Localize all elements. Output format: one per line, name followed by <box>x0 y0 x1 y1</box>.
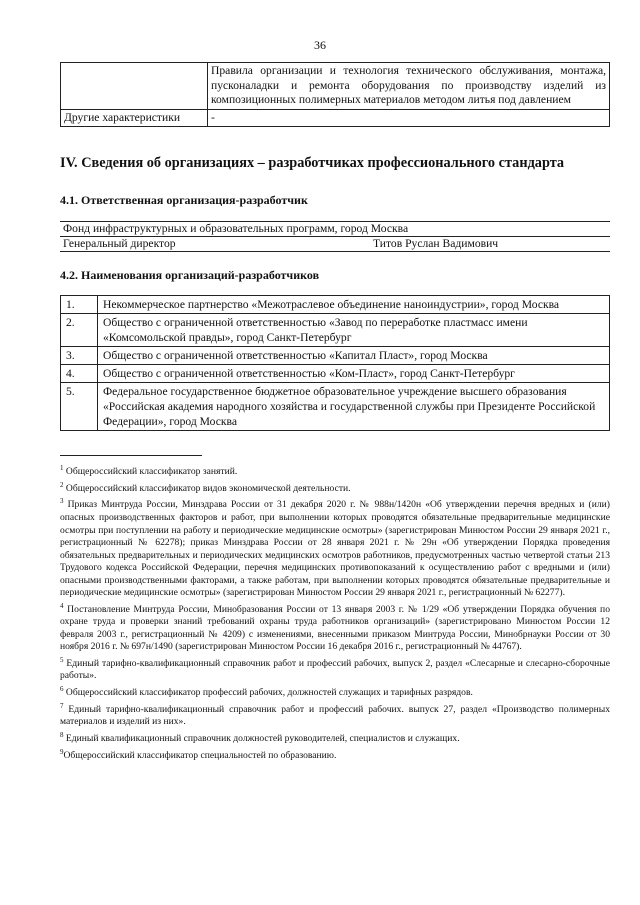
table-row <box>61 63 610 110</box>
footnote-mark: 4 <box>60 601 64 610</box>
developer-name: Общество с ограниченной ответственностью «Завод по переработке пластмасс имени «Комсомольской правды», город Санкт-Петербург <box>98 314 610 347</box>
section-title: IV. Сведения об организациях – разработчиках профессионального стандарта <box>60 155 565 171</box>
table-cell-label: Другие характеристики <box>61 109 208 127</box>
footnote-text: Приказ Минтруда России, Минздрава России от 31 декабря 2020 г. № 988н/1420н «Об утверждении перечня вредных и (или) опасных производственных факторов и работ, при выполнении которых проводятся обязательные предварительные медицинские осмотры при поступлении на работу и периодические медицинские осмотры» (зарегистрирован Минюстом России 29 января 2021 г., регистрационный № 62278); приказ Минздрава России от 28 января 2021 г. № 29н «Об утверждении Порядка проведения обязательных предварительных и периодических медицинских осмотров работников, предусмотренных частью четвертой статьи 213 Трудового кодекса Российской Федерации, перечня медицинских противопоказаний к осуществлению работ с вредными и (или) опасными производственными факторами, а также работам, при выполнении которых проводятся обязательные предварительные и периодические медицинские осмотры» (зарегистрирован Минюстом России 29 января 2021 г., регистрационный № 62277). <box>60 499 610 599</box>
footnote-text: Единый квалификационный справочник должностей руководителей, специалистов и служащих. <box>63 733 460 744</box>
footnote <box>60 495 610 599</box>
developer-number: 4. <box>61 365 98 383</box>
table-row <box>61 109 610 127</box>
responsible-org-table <box>60 221 610 252</box>
footnote-text: Общероссийский классификатор видов экономической деятельности. <box>63 482 351 494</box>
table-row <box>60 237 610 252</box>
director-cell <box>60 237 610 252</box>
table-cell-value: Правила организации и технология технического обслуживания, монтажа, пусконаладки и ремонта оборудования по производству изделий из композиционных полимерных материалов методом литья под давлением <box>208 63 610 110</box>
table-row <box>60 222 610 237</box>
developer-number: 1. <box>61 296 98 314</box>
developers-table <box>60 295 610 431</box>
developer-number: 2. <box>61 314 98 347</box>
characteristics-table <box>60 62 610 127</box>
footnote-mark: 8 <box>60 730 64 739</box>
table-row <box>61 296 610 314</box>
footnote-text: Единый тарифно-квалификационный справочник работ и профессий рабочих, выпуск 2, раздел «Слесарные и слесарно-сборочные работы». <box>60 657 610 682</box>
director-position: Генеральный директор <box>63 237 176 250</box>
org-name: Фонд инфраструктурных и образовательных программ, город Москва <box>60 222 610 237</box>
table-row <box>61 347 610 365</box>
subsection-title-responsible: 4.1. Ответственная организация-разработчик <box>60 193 308 207</box>
footnote <box>60 462 610 479</box>
footnote-text: Общероссийский классификатор профессий рабочих, должностей служащих и тарифных разрядов. <box>63 687 473 699</box>
footnote <box>60 700 610 729</box>
developer-name: Некоммерческое партнерство «Межотраслевое объединение наноиндустрии», город Москва <box>98 296 610 314</box>
footnote-mark: 6 <box>60 684 64 693</box>
footnote <box>60 600 610 654</box>
table-row <box>61 365 610 383</box>
footnote <box>60 746 610 763</box>
footnotes <box>60 462 610 762</box>
footnote <box>60 683 610 700</box>
footnote-mark: 5 <box>60 655 64 664</box>
table-cell-empty <box>61 63 208 110</box>
footnote-mark: 1 <box>60 464 64 472</box>
footnote-mark: 7 <box>60 701 64 710</box>
footnote-mark: 2 <box>60 480 64 489</box>
table-cell-value: - <box>208 109 610 127</box>
footnote-mark: 3 <box>60 497 64 506</box>
footnote-text: Общероссийский классификатор специальностей по образованию. <box>63 749 337 761</box>
footnote-text: Общероссийский классификатор занятий. <box>63 466 238 478</box>
developer-name: Общество с ограниченной ответственностью «Капитал Пласт», город Москва <box>98 347 610 365</box>
developer-number: 5. <box>61 383 98 431</box>
subsection-title-developers: 4.2. Наименования организаций-разработчиков <box>60 268 320 282</box>
table-row <box>61 383 610 431</box>
footnote <box>60 729 610 746</box>
table-row <box>61 314 610 347</box>
page-number: 36 <box>314 38 326 52</box>
developer-name: Общество с ограниченной ответственностью «Ком-Пласт», город Санкт-Петербург <box>98 365 610 383</box>
footnote-text: Постановление Минтруда России, Минобразования России от 13 января 2003 г. № 1/29 «Об утверждении Порядка обучения по охране труда и проверки знаний требований охраны труда работников организаций» (зарегистрировано Минюстом России 12 февраля 2003 г., регистрационный № 4209) с изменениями, внесенными приказом Минтруда России, Минобрнауки России от 30 ноября 2016 г. № 697н/1490 (зарегистрирован Минюстом России 16 декабря 2016 г., регистрационный № 44767). <box>60 603 610 653</box>
footnote <box>60 479 610 496</box>
developer-number: 3. <box>61 347 98 365</box>
footnote-mark: 9 <box>60 747 64 756</box>
footnote-text: Единый тарифно-квалификационный справочник работ и профессий рабочих. выпуск 27, раздел «Производство полимерных материалов и изделий из них». <box>60 703 610 728</box>
developer-name: Федеральное государственное бюджетное образовательное учреждение высшего образования «Российская академия народного хозяйства и государственной службы при Президенте Российской Федерации», город Москва <box>98 383 610 431</box>
footnote-divider <box>60 455 202 456</box>
director-name: Титов Руслан Вадимович <box>373 237 499 250</box>
footnote <box>60 654 610 683</box>
